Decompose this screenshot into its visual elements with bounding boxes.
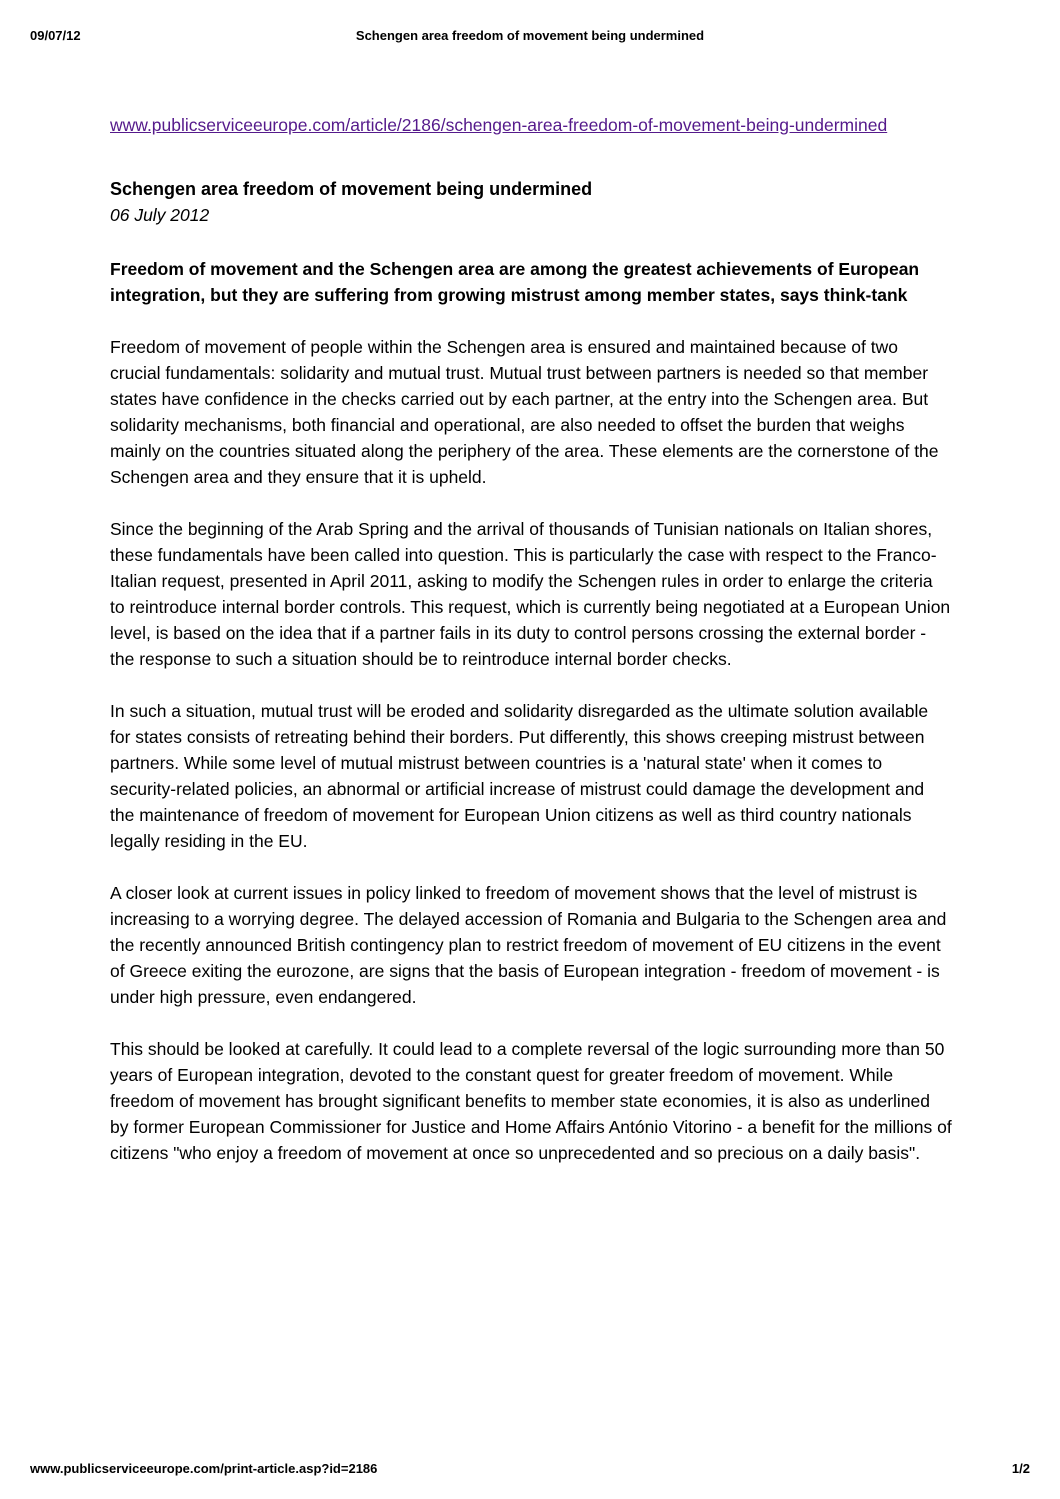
print-footer-page-number: 1/2 bbox=[1011, 1461, 1030, 1476]
print-footer-url: www.publicserviceeurope.com/print-article.asp?id=2186 bbox=[30, 1461, 378, 1476]
print-header-date: 09/07/12 bbox=[30, 28, 81, 43]
article-date: 06 July 2012 bbox=[110, 205, 210, 225]
article-title: Schengen area freedom of movement being undermined bbox=[110, 179, 593, 199]
paragraph: A closer look at current issues in policy linked to freedom of movement shows that the level of mistrust is increasing to a worrying degree. The delayed accession of Romania and Bulgaria to the Schengen area and the recently announced British contingency plan to restrict freedom of movement of EU citizens in the event of Greece exiting the eurozone, are signs that the basis of European integration - freedom of movement - is under high pressure, even endangered. bbox=[110, 883, 947, 1007]
print-footer bbox=[30, 1461, 1030, 1477]
article-lede: Freedom of movement and the Schengen area are among the greatest achievements of European integration, but they are suffering from growing mistrust among member states, says think-tank bbox=[110, 259, 920, 305]
paragraph: In such a situation, mutual trust will be eroded and solidarity disregarded as the ultimate solution available for states consists of retreating behind their borders. Put differently, this shows creeping mistrust between partners. While some level of mutual mistrust between countries is a 'natural state' when it comes to security-related policies, an abnormal or artificial increase of mistrust could damage the development and the maintenance of freedom of movement for European Union citizens as well as third country nationals legally residing in the EU. bbox=[110, 701, 929, 851]
article-url-link[interactable]: www.publicserviceeurope.com/article/2186/schengen-area-freedom-of-movement-being-undermined bbox=[110, 115, 888, 135]
paragraph: This should be looked at carefully. It could lead to a complete reversal of the logic surrounding more than 50 years of European integration, devoted to the constant quest for greater freedom of movement. While freedom of movement has brought significant benefits to member state economies, it is also as underlined by former European Commissioner for Justice and Home Affairs António Vitorino - a benefit for the millions of citizens "who enjoy a freedom of movement at once so unprecedented and so precious on a daily basis". bbox=[110, 1039, 952, 1163]
paragraph: Since the beginning of the Arab Spring and the arrival of thousands of Tunisian nationals on Italian shores, these fundamentals have been called into question. This is particularly the case with respect to the Franco-Italian request, presented in April 2011, asking to modify the Schengen rules in order to enlarge the criteria to reintroduce internal border controls. This request, which is currently being negotiated at a European Union level, is based on the idea that if a partner fails in its duty to control persons crossing the external border - the response to such a situation should be to reintroduce internal border checks. bbox=[110, 519, 951, 669]
paragraph: Freedom of movement of people within the Schengen area is ensured and maintained because of two crucial fundamentals: solidarity and mutual trust. Mutual trust between partners is needed so that member states have confidence in the checks carried out by each partner, at the entry into the Schengen area. But solidarity mechanisms, both financial and operational, are also needed to offset the burden that weighs mainly on the countries situated along the periphery of the area. These elements are the cornerstone of the Schengen area and they ensure that it is upheld. bbox=[110, 337, 939, 487]
print-header bbox=[30, 28, 1030, 44]
article-content bbox=[110, 112, 952, 1166]
print-header-title: Schengen area freedom of movement being undermined bbox=[355, 28, 705, 43]
